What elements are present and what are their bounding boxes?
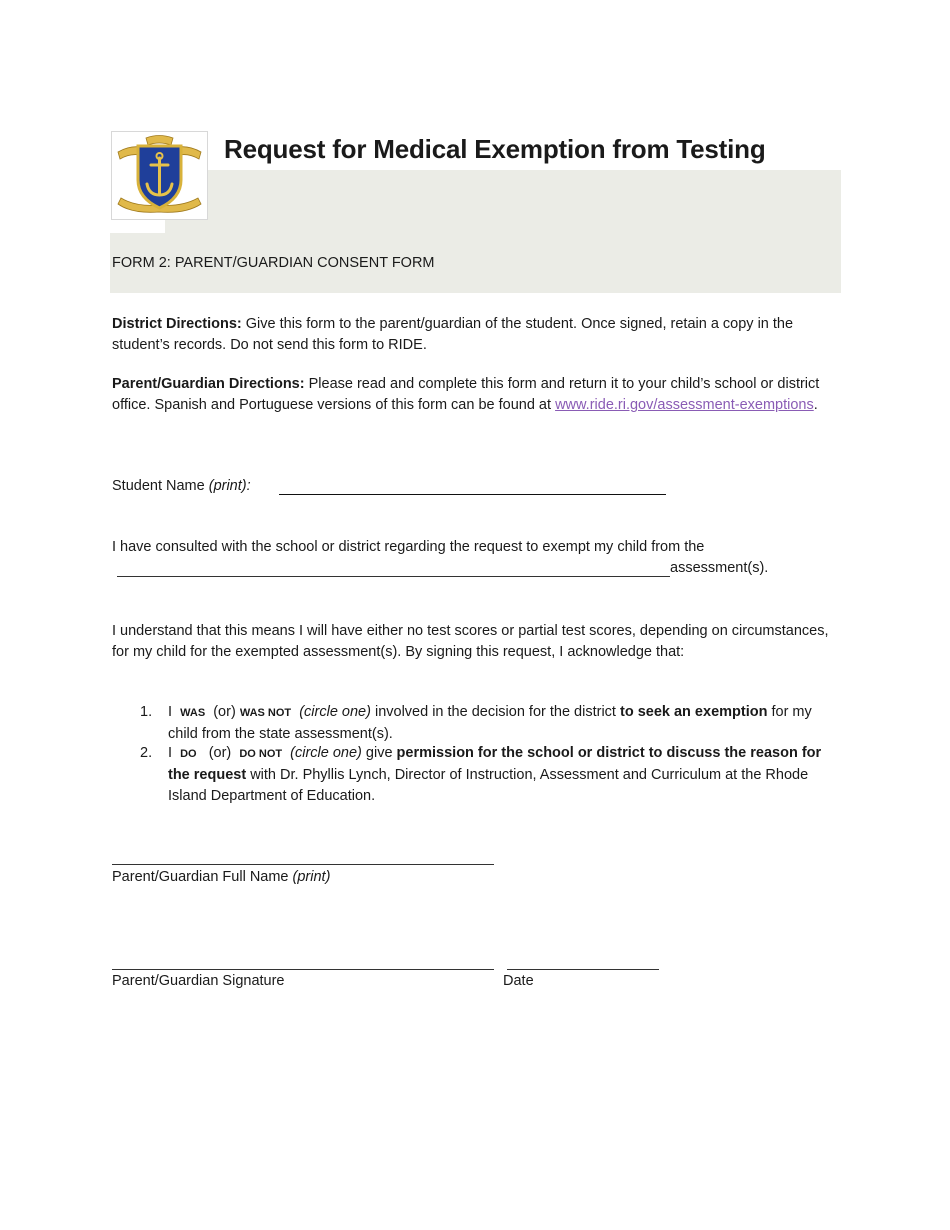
date-field[interactable]: [507, 969, 659, 970]
item-pronoun: I: [168, 745, 173, 761]
item-bold-text: to seek an exemption: [619, 704, 768, 720]
full-name-label-text: Parent/Guardian Full Name: [112, 869, 293, 885]
student-name-label: [112, 478, 251, 494]
signature-field[interactable]: [112, 969, 494, 970]
list-number: 1.: [140, 704, 153, 720]
parent-directions-label: Parent/Guardian Directions:: [112, 376, 305, 392]
district-directions: [112, 314, 842, 356]
item-end-text: with Dr. Phyllis Lynch, Director of Instruction, Assessment and Curriculum at the Rhode Island Department of Education.: [168, 767, 809, 804]
date-label: Date: [503, 973, 534, 989]
was-option[interactable]: WAS: [180, 707, 206, 719]
or-text: (or): [213, 704, 236, 720]
list-item: [112, 743, 842, 806]
item-mid-text: give: [361, 745, 397, 761]
form-subtitle: FORM 2: PARENT/GUARDIAN CONSENT FORM: [112, 255, 435, 271]
list-number: 2.: [140, 745, 153, 761]
district-directions-text: Give this form to the parent/guardian of the student. Once signed, retain a copy in the student’s records. Do not send this form to RIDE.: [112, 316, 794, 353]
do-not-option[interactable]: DO NOT: [239, 748, 283, 760]
full-name-label: [112, 869, 330, 885]
parent-directions-period: .: [813, 397, 818, 413]
student-name-field[interactable]: [279, 494, 666, 495]
item-end-text: for my child from the state assessment(s).: [168, 704, 812, 742]
page-title: Request for Medical Exemption from Testing: [224, 134, 766, 164]
list-item-text: [168, 743, 843, 807]
full-name-hint: (print): [292, 869, 331, 885]
was-not-option[interactable]: WAS NOT: [239, 707, 292, 719]
student-name-hint: (print):: [208, 478, 251, 494]
assessment-suffix: assessment(s).: [670, 560, 769, 576]
circle-one-hint: (circle one): [290, 745, 362, 761]
full-name-field[interactable]: [112, 864, 494, 865]
district-directions-label: District Directions:: [112, 316, 242, 332]
circle-one-hint: (circle one): [299, 704, 371, 720]
assessment-name-field[interactable]: [117, 576, 670, 577]
parent-directions: [112, 374, 842, 416]
parent-directions-text: Please read and complete this form and return it to your child’s school or district office. Spanish and Portuguese versions of this form can be found at: [112, 376, 820, 413]
list-item-text: [168, 702, 843, 745]
or-text: (or): [208, 745, 232, 761]
item-bold-text: permission for the school or district to discuss the reason for the request: [168, 745, 822, 783]
list-item: [112, 702, 842, 744]
item-pronoun: I: [168, 704, 173, 720]
student-name-label-text: Student Name: [112, 478, 205, 494]
assessment-exemptions-link[interactable]: www.ride.ri.gov/assessment-exemptions: [555, 397, 814, 413]
item-mid-text: involved in the decision for the district: [370, 704, 620, 720]
do-option[interactable]: DO: [180, 748, 197, 760]
signature-label: Parent/Guardian Signature: [112, 973, 285, 989]
state-seal-logo: [111, 131, 208, 220]
understand-statement: I understand that this means I will have either no test scores or partial test scores, depending on circumstances, for my child for the exempted assessment(s). By signing this request, I acknowledge that:: [112, 623, 829, 660]
consult-statement: I have consulted with the school or district regarding the request to exempt my child from the: [112, 539, 705, 555]
